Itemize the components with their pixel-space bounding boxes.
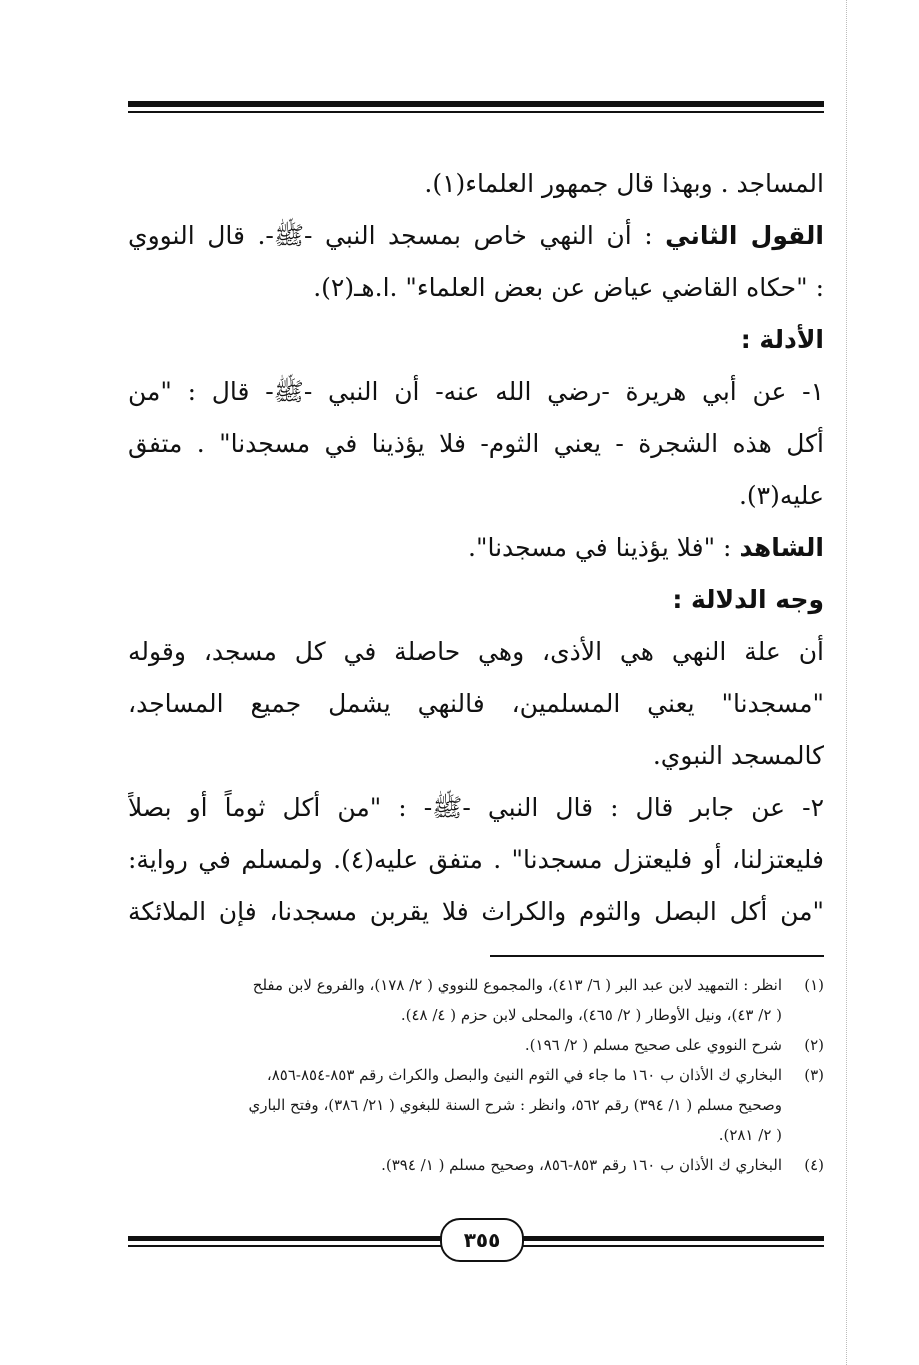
footnote-line: وصحيح مسلم ( ١/ ٣٩٤) رقم ٥٦٢، وانظر : شرح السنة للبغوي ( ٢١/ ٣٨٦)، وفتح الباري [248,1096,782,1114]
text-line [128,210,824,262]
footnote-text [128,1060,782,1150]
text-line: عليه(٣). [738,481,824,510]
footnote-text [128,970,782,1030]
page-number: ٣٥٥ [440,1218,524,1262]
section-heading-wajh: وجه الدلالة : [672,585,824,614]
text-line: كالمسجد النبوي. [652,741,824,770]
footnote [128,1060,824,1150]
footnote [128,1030,824,1060]
footnotes [128,970,824,1180]
main-text [128,158,824,938]
footnote-line: البخاري ك الأذان ب ١٦٠ رقم ٨٥٣-٨٥٦، وصحيح مسلم ( ١/ ٣٩٤). [381,1156,782,1174]
header-rule-thin [128,111,824,113]
text-line: ١- عن أبي هريرة -رضي الله عنه- أن النبي -ﷺ- قال : "من [128,377,824,406]
text-line: المساجد . وبهذا قال جمهور العلماء(١). [424,169,824,198]
footnote-line: شرح النووي على صحيح مسلم ( ٢/ ١٩٦). [524,1036,782,1054]
footnote-line: انظر : التمهيد لابن عبد البر ( ٦/ ٤١٣)، والمجموع للنووي ( ٢/ ١٧٨)، والفروع لابن مفلح [252,976,782,994]
text-line: "مسجدنا" يعني المسلمين، فالنهي يشمل جميع المساجد، [128,689,824,718]
section-heading-adilla: الأدلة : [740,325,824,354]
text-line [128,522,824,574]
qawl-thani-label: القول الثاني [665,221,824,250]
footnote-line: ( ٢/ ٤٣)، ونيل الأوطار ( ٢/ ٤٦٥)، والمحلى لابن حزم ( ٤/ ٤٨). [400,1006,782,1024]
text-line: ٢- عن جابر قال : قال النبي -ﷺ- : "من أكل ثوماً أو بصلاً [128,793,824,822]
footnote-number: (١) [804,976,824,994]
text-line: "من أكل البصل والثوم والكراث فلا يقربن مسجدنا، فإن الملائكة [128,897,824,926]
footnote-number: (٣) [804,1066,824,1084]
footnote [128,1150,824,1180]
footnote-line: ( ٢/ ٢٨١). [718,1126,782,1144]
text-line: أن علة النهي هي الأذى، وهي حاصلة في كل مسجد، وقوله [128,637,824,666]
margin-guide [846,0,847,1365]
footnote-text [128,1150,782,1180]
footnote-separator [490,955,824,957]
footnote-number: (٢) [804,1036,824,1054]
text-line: فليعتزلنا، أو فليعتزل مسجدنا" . متفق عليه(٤). ولمسلم في رواية: [128,845,824,874]
header-rule-thick [128,101,824,107]
footnote-number: (٤) [804,1156,824,1174]
text-line: أكل هذه الشجرة - يعني الثوم- فلا يؤذينا في مسجدنا" . متفق [128,429,824,458]
footnote-text [128,1030,782,1060]
footnote-line: البخاري ك الأذان ب ١٦٠ ما جاء في الثوم النيئ والبصل والكراث رقم ٨٥٣-٨٥٤-٨٥٦، [266,1066,782,1084]
footnote [128,970,824,1030]
qawl-thani-text: : أن النهي خاص بمسجد النبي -ﷺ-. قال النووي [128,221,666,250]
shahid-label: الشاهد [739,533,824,562]
text-line: : "حكاه القاضي عياض عن بعض العلماء" .ا.هـ(٢). [313,273,824,302]
shahid-text: : "فلا يؤذينا في مسجدنا". [468,533,740,562]
